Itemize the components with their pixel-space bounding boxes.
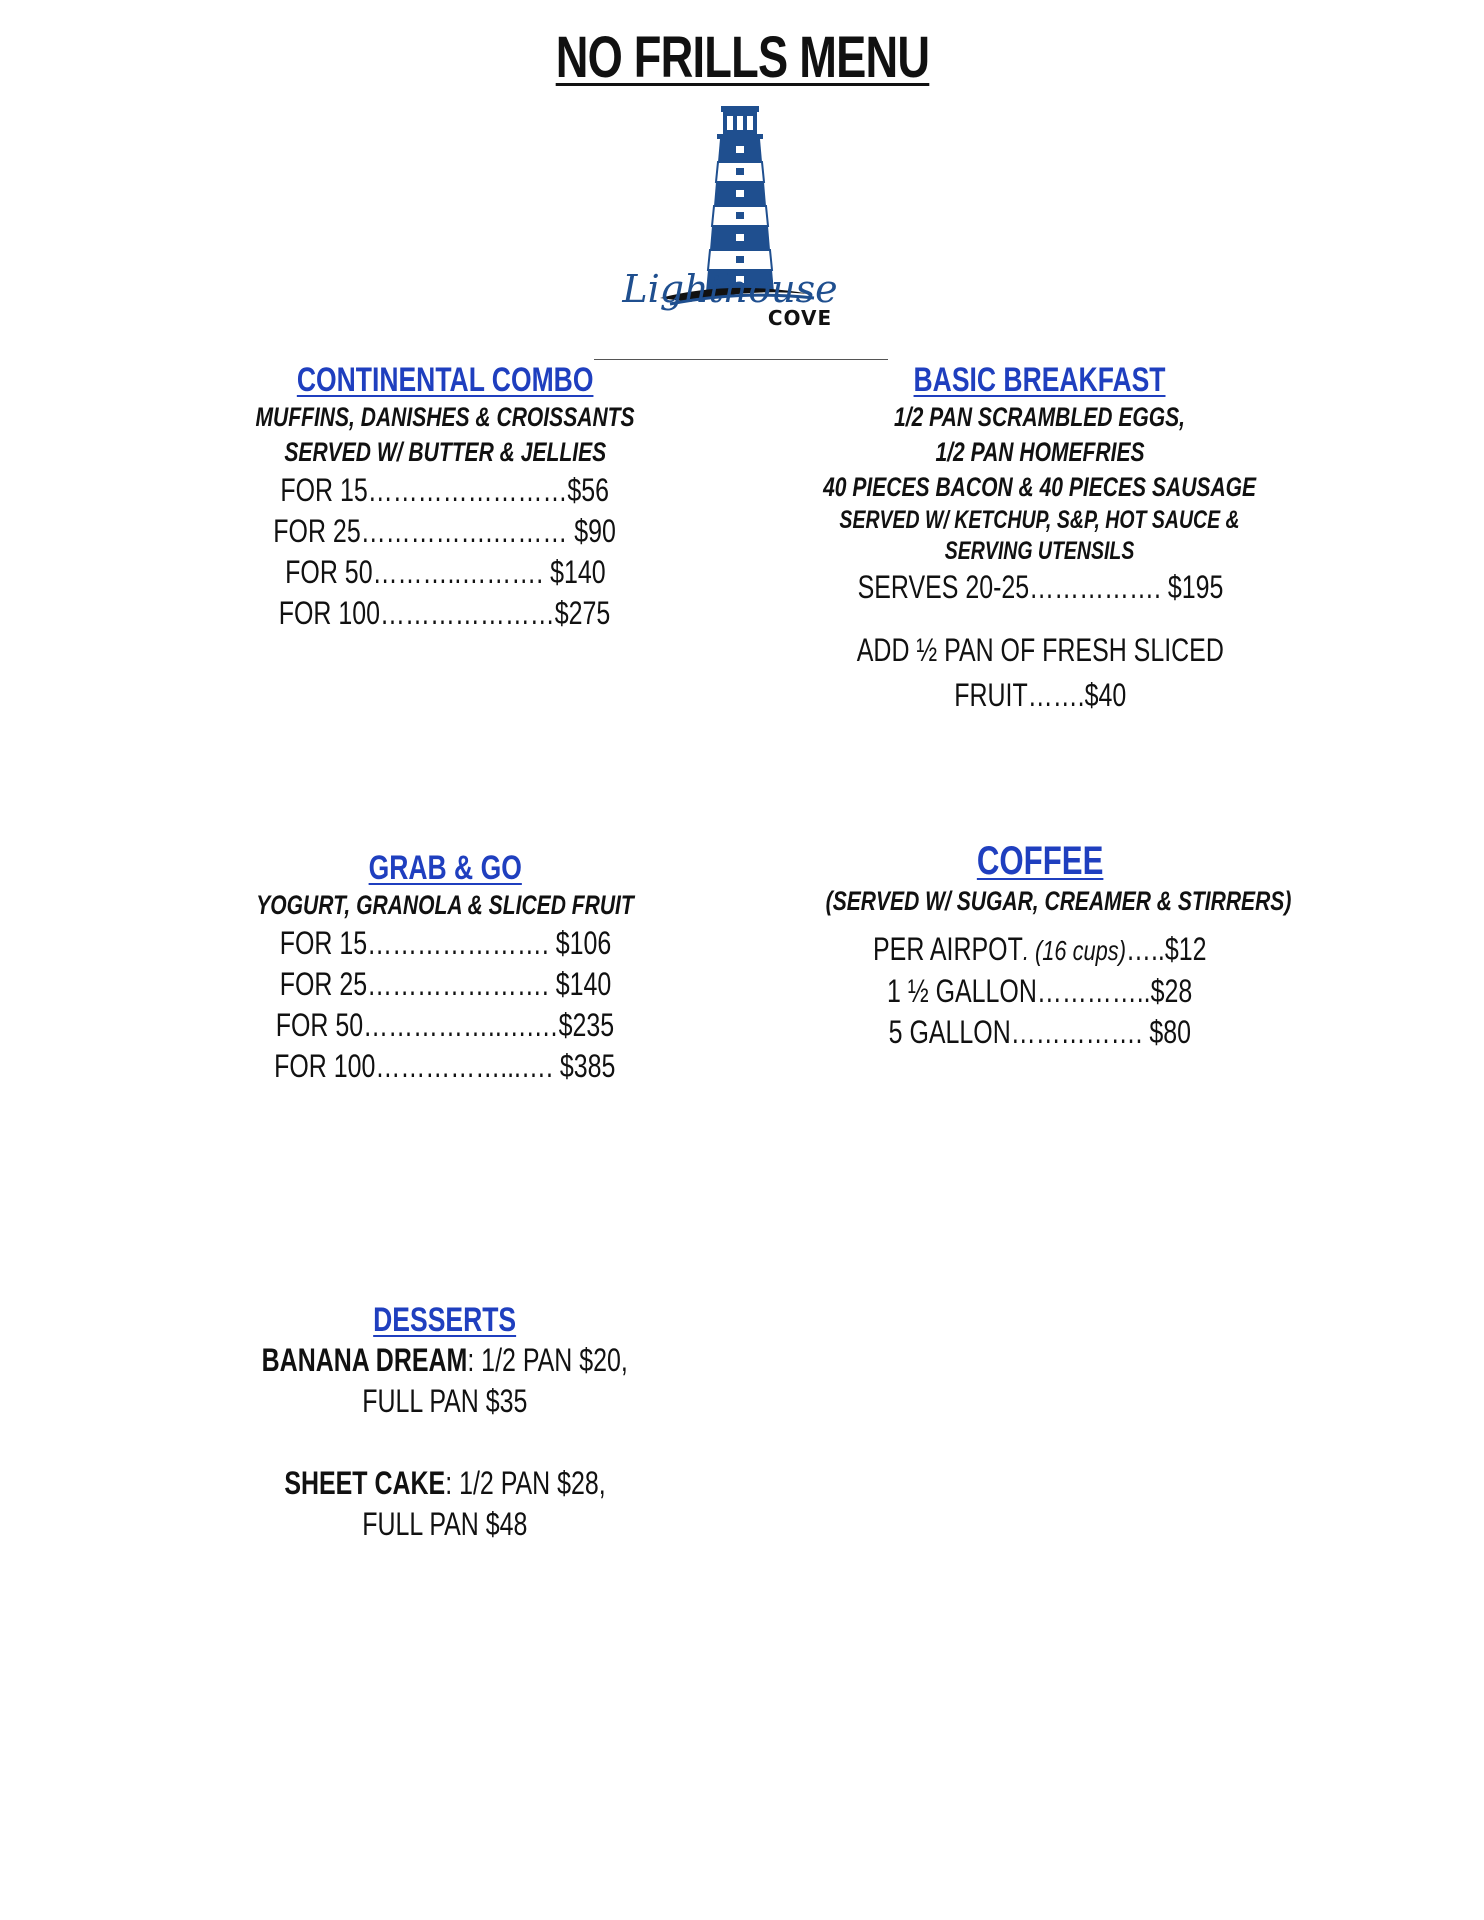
grab-and-go-section	[190, 848, 700, 1087]
coffee-gallon-5-price: 5 GALLON……………. $80	[888, 1014, 1192, 1050]
grab-and-go-price-50: FOR 50……………..….…$235	[275, 1007, 615, 1043]
continental-combo-section	[190, 360, 700, 634]
page-title: NO FRILLS MENU	[555, 25, 929, 90]
sheet-cake-line-2: FULL PAN $48	[362, 1506, 528, 1542]
grab-and-go-subtitle: YOGURT, GRANOLA & SLICED FRUIT	[256, 890, 634, 920]
sheet-cake-line-1: SHEET CAKE: 1/2 PAN $28,	[284, 1465, 606, 1501]
grab-and-go-price-25: FOR 25…………………. $140	[279, 966, 611, 1002]
continental-combo-heading: CONTINENTAL COMBO	[296, 361, 594, 399]
desserts-section	[190, 1300, 700, 1545]
desserts-heading: DESSERTS	[373, 1301, 517, 1339]
coffee-section	[760, 838, 1320, 1053]
continental-combo-price-15: FOR 15……………………$56	[280, 472, 610, 508]
basic-breakfast-addon-1: ADD ½ PAN OF FRESH SLICED	[856, 632, 1224, 668]
basic-breakfast-line-2: 1/2 PAN HOMEFRIES	[935, 437, 1145, 467]
basic-breakfast-line-1: 1/2 PAN SCRAMBLED EGGS,	[894, 402, 1186, 432]
grab-and-go-price-100: FOR 100……………...…. $385	[274, 1048, 616, 1084]
coffee-heading: COFFEE	[976, 839, 1104, 883]
continental-combo-price-25: FOR 25…………….……… $90	[273, 513, 617, 549]
continental-combo-subtitle-2: SERVED W/ BUTTER & JELLIES	[284, 437, 606, 467]
basic-breakfast-line-5: SERVING UTENSILS	[945, 537, 1135, 565]
logo-word: COVE	[767, 306, 833, 330]
basic-breakfast-heading: BASIC BREAKFAST	[914, 361, 1166, 399]
logo-script-text: Lighthouse	[622, 267, 838, 311]
lighthouse-cove-logo	[600, 102, 860, 332]
grab-and-go-heading: GRAB & GO	[368, 849, 522, 887]
banana-dream-line-2: FULL PAN $35	[362, 1383, 528, 1419]
coffee-gallon-1-5-price: 1 ½ GALLON…………..$28	[887, 973, 1193, 1009]
basic-breakfast-line-4: SERVED W/ KETCHUP, S&P, HOT SAUCE &	[839, 506, 1241, 534]
continental-combo-subtitle-1: MUFFINS, DANISHES & CROISSANTS	[255, 402, 635, 432]
basic-breakfast-addon-2: FRUIT…….$40	[954, 677, 1126, 713]
grab-and-go-price-15: FOR 15…………………. $106	[279, 925, 611, 961]
coffee-subtitle: (SERVED W/ SUGAR, CREAMER & STIRRERS)	[825, 886, 1292, 916]
continental-combo-price-50: FOR 50………..………. $140	[284, 554, 606, 590]
banana-dream-line-1: BANANA DREAM: 1/2 PAN $20,	[261, 1342, 629, 1378]
basic-breakfast-section	[760, 360, 1320, 718]
continental-combo-price-100: FOR 100…………………$275	[279, 595, 611, 631]
basic-breakfast-serves: SERVES 20-25……………. $195	[857, 569, 1223, 605]
coffee-airpot-price: PER AIRPOT. (16 cups)…..$12	[873, 931, 1207, 967]
basic-breakfast-line-3: 40 PIECES BACON & 40 PIECES SAUSAGE	[823, 472, 1257, 502]
